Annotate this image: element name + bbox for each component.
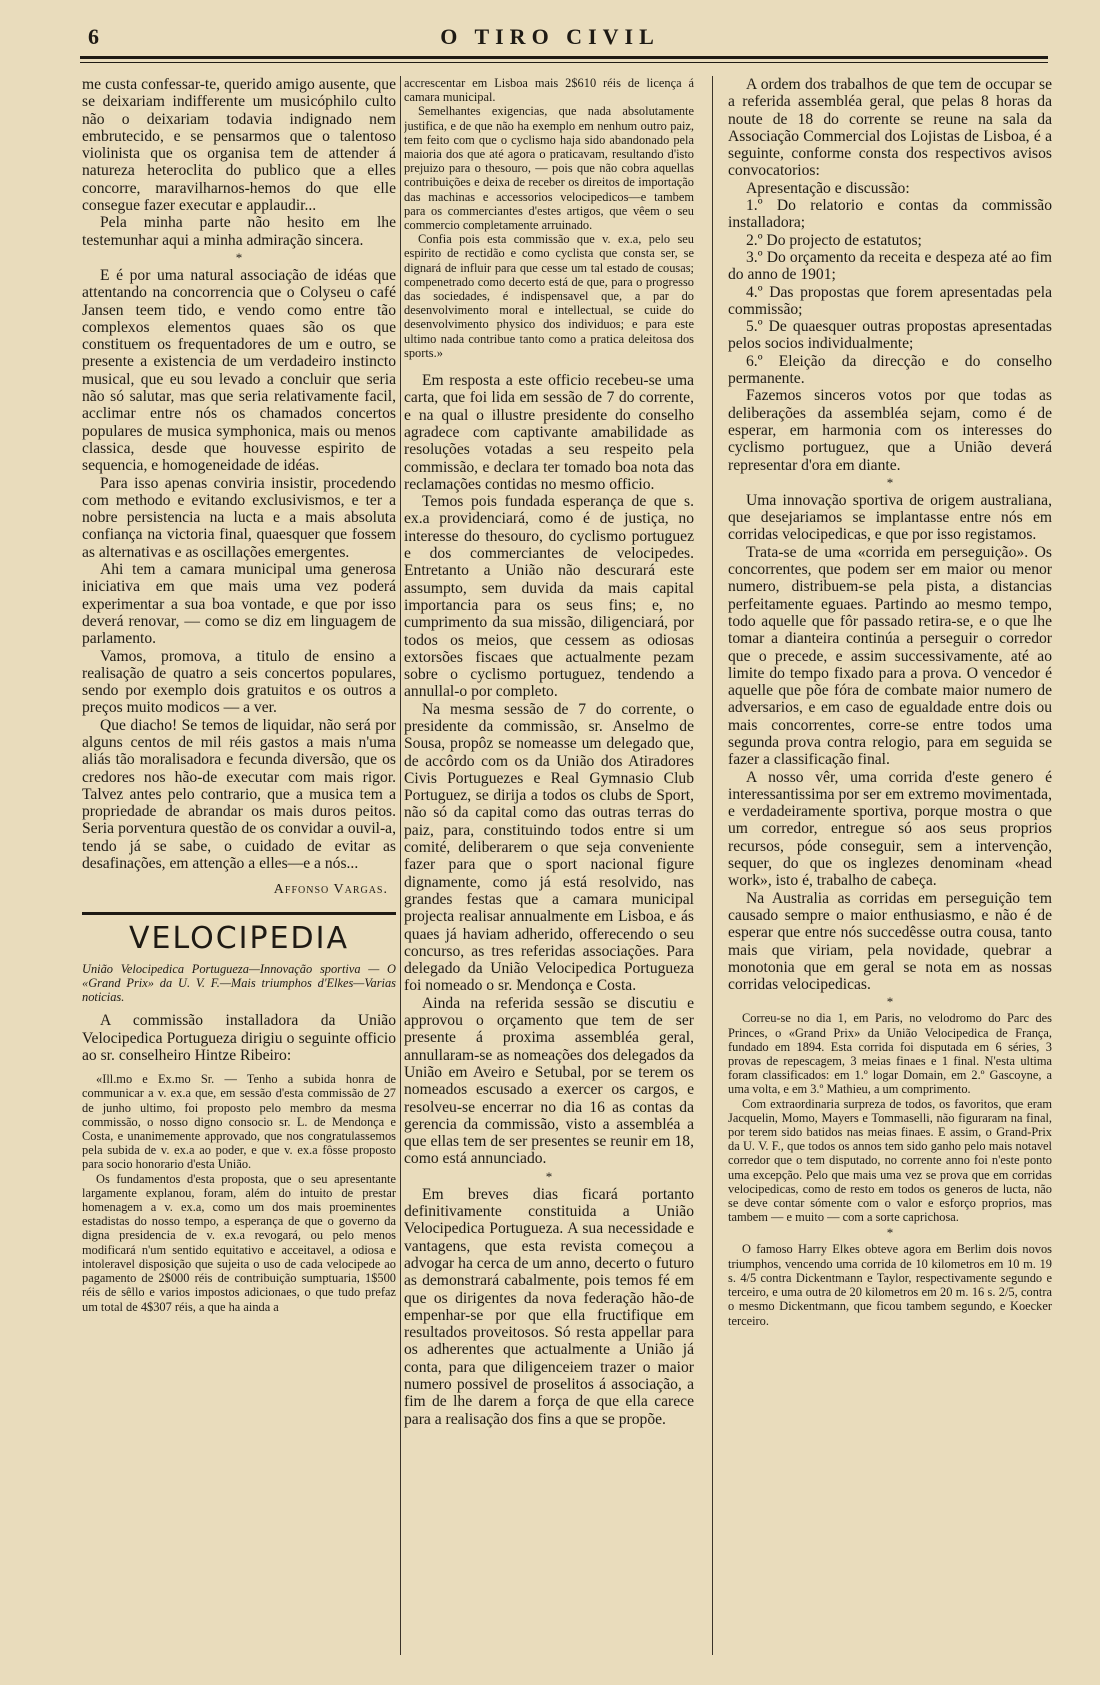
header-rule (80, 56, 1048, 59)
column-divider (400, 76, 401, 1655)
separator-asterisk: * (886, 994, 894, 1010)
masthead: O TIRO CIVIL (440, 24, 660, 49)
paragraph: A nosso vêr, uma corrida d'este genero é interessantissima por ser em extremo movimentada, e verdadeiramente sportiva, porque mostra o que um corredor, entregue só aos seus proprios recursos, póde conseguir, sem a intervenção, sequer, do que os inglezes denominam «head work», isto é, trabalho de cabeça. (728, 768, 1052, 890)
letter-paragraph: Os fundamentos d'esta proposta, que o seu apresentante largamente explanou, foram, além do intuito de prestar homenagem a v. ex.a, como um dos mais proeminentes estadistas do nosso tempo, a esperança de que o governo da digna presidencia de v. ex.a revogará, ou pelo menos modificará n'um sentido equitativo e acceitavel, a odiosa e intoleravel disposição que sujeita o uso de cada velocipede ao pagamento de 2$000 réis de contribuição sumptuaria, 1$500 réis de sêllo e varios impostos adicionaes, o que tudo prefaz um total de 4$307 réis, a que ha ainda a (82, 1171, 396, 1314)
paragraph: Fazemos sinceros votos por que todas as deliberações da assembléa sejam, como é de esperar, em harmonia com os interesses do cyclismo portuguez, que a União deverá representar d'ora em diante. (728, 387, 1052, 474)
agenda-item: 3.º Do orçamento da receita e despeza até ao fim do anno de 1901; (728, 248, 1052, 284)
paragraph: A ordem dos trabalhos de que tem de occupar se a referida assembléa geral, que pelas 8 horas da noute de 18 do corrente se reune na sala da Associação Commercial dos Lojistas de Lisboa, é a seguinte, conforme consta dos respectivos avisos convocatorios: (728, 76, 1052, 180)
paragraph: Para isso apenas conviria insistir, procedendo com methodo e evitando exclusivismos, e ter a nobre persistencia na lucta e a mais absoluta confiança na victoria final, quaesquer que fossem as alternativas e as oscillações emergentes. (82, 474, 396, 561)
agenda-item: 1.º Do relatorio e contas da commissão installadora; (728, 197, 1052, 232)
news-paragraph: O famoso Harry Elkes obteve agora em Berlim dois novos triumphos, vencendo uma corrida de 10 kilometros em 10 m. 19 s. 4/5 contra Dickentmann e Taylor, respectivamente segundo e terceiro, e uma outra de 20 kilometros em 20 m. 16 s. 2/5, contra o mesmo Dickentmann, que ficou tambem segundo, e Koecker terceiro. (728, 1242, 1052, 1328)
letter-paragraph: accrescentar em Lisboa mais 2$610 réis de licença á camara municipal. (404, 76, 694, 105)
paragraph: Trata-se de uma «corrida em perseguição». Os concorrentes, que podem ser em maior ou menor numero, distribuem-se pela pista, a distancias perfeitamente eguaes. Partindo ao mesmo tempo, todo aquelle que fôr passado retira-se, e o que lhe tomar a dianteira continúa a perseguir o corredor que o precede, e assim successivamente, até ao limite do tempo fixado para a prova. O vencedor é aquelle que põe fóra de combate maior numero de adversarios, e em caso de egualdade entre dois ou mais concorrentes, corre-se entre todos uma segunda prova contra relogio, para em seguida se fazer a classificação final. (728, 543, 1052, 769)
column-1 (82, 76, 396, 1665)
news-paragraph: Com extraordinaria surpreza de todos, os favoritos, que eram Jacquelin, Momo, Mayers e Tommaselli, não figuraram na final, por terem sido batidos nas meias finaes. E assim, o Grand-Prix da U. V. F., que todos os annos tem sido ganho pelo mais notavel corredor que o tem disputado, no corrente anno foi n'este ponto uma excepção. Pelo que mais uma vez se prova que em corridas velocipedicas, como de resto em todos os generos de lucta, não se deve contar sómente com o valor e esforço proprios, mas tambem — e muito — com a sorte caprichosa. (728, 1096, 1052, 1225)
paragraph: Na mesma sessão de 7 do corrente, o presidente da commissão, sr. Anselmo de Sousa, propôz se nomeasse um delegado que, de accôrdo com os da União dos Atiradores Civis Portuguezes e Real Gymnasio Club Portuguez, se dirija a todos os clubs de Sport, não só da capital como das outras terras do paiz, para, constituindo todos entre si um comité, deliberarem o que seja conveniente fazer para que o sport nacional figure dignamente, como já está resolvido, nas grandes festas que a camara municipal projecta realisar annualmente em Lisboa, e ás quaes já haviam adherido, offerecendo o seu concurso, as tres referidas associações. Para delegado da União Velocipedica Portugueza foi nomeado o sr. Mendonça e Costa. (404, 700, 694, 995)
section-title: VELOCIPEDIA (128, 921, 350, 957)
separator-asterisk: * (235, 249, 243, 265)
section-summary: União Velocipedica Portugueza—Innovação sportiva — O «Grand Prix» da U. V. F.—Mais triumphos d'Elkes—Varias noticias. (82, 962, 396, 1005)
paragraph: Uma innovação sportiva de origem australiana, que desejariamos se implantasse entre nós em corridas velocipedicas, e que por isso registamos. (728, 491, 1052, 544)
letter-paragraph: Semelhantes exigencias, que nada absolutamente justifica, e de que não ha exemplo em nenhum outro paiz, tem feito com que o cyclismo haja sido abandonado pela maioria dos que até agora o praticavam, resultando d'isto prejuizo para o thesouro, — pois que não cobra aquellas contribuições e deixa de receber os direitos de importação das machinas e accessorios velocipedicos—e tambem para os commerciantes d'estes artigos, que vêem o seu commercio completamente arruinado. (404, 104, 694, 233)
paragraph: Em breves dias ficará portanto definitivamente constituida a União Velocipedica Portugueza. A sua necessidade e vantagens, que esta revista começou a advogar ha cerca de um anno, decerto o futuro as demonstrará cabalmente, pois temos fé em que os dirigentes da nova federação hão-de empenhar-se por que ella fructifique em resultados proveitosos. Só resta appellar para os adherentes que actualmente a União já conta, para que diligenceiem trazer o maior numero possivel de proselitos á associação, a fim de lhe darem a força de que ella carece para a realisação dos fins a que se propõe. (404, 1185, 694, 1428)
section-rule (82, 912, 396, 915)
paragraph: Temos pois fundada esperança de que s. ex.a providenciará, como é de justiça, no interesse do thesouro, do cyclismo portuguez e dos commerciantes de velocipedes. Entretanto a União não descurará este assumpto, sem duvida da mais capital importancia para os seus fins; e, no cumprimento da sua missão, diligenciará, por todos os meios, que cessem as odiosas extorsões fiscaes que actualmente pezam sobre o cyclismo portuguez, tendendo a annullal-o por completo. (404, 493, 694, 701)
separator-asterisk: * (545, 1168, 553, 1184)
agenda-item: 2.º Do projecto de estatutos; (746, 231, 922, 249)
paragraph: A commissão installadora da União Velocipedica Portugueza dirigiu o seguinte officio ao sr. conselheiro Hintze Ribeiro: (82, 1012, 396, 1064)
separator-asterisk: * (886, 1225, 894, 1241)
paragraph: Na Australia as corridas em perseguição tem causado sempre o maior enthusiasmo, e não é de esperar que entre nós succedêsse outra cousa, tanto mais que viriam, pela novidade, quebrar a monotonia que em geral se nota em as nossas corridas velocipedicas. (728, 889, 1052, 994)
paragraph: Ainda na referida sessão se discutiu e approvou o orçamento que tem de ser presente á proxima assembléa geral, annullaram-se as nomeações dos delegados da União em Aveiro e Setubal, por se terem os nomeados escusado a exercer os cargos, e resolveu-se encerrar no dia 16 as contas da gerencia da commissão, visto a assembléa a que ellas tem de ser presentes se reunir em 18, como está annunciado. (404, 994, 694, 1168)
column-2 (404, 76, 694, 1665)
paragraph: Vamos, promova, a titulo de ensino a realisação de quatro a seis concertos populares, sendo por exemplo dois gratuitos e os outros a preços muito modicos — a ver. (82, 647, 396, 717)
paragraph: me custa confessar-te, querido amigo ausente, que se deixariam indifferente um musicóphilo culto não o deixariam todavia indignado nem embrutecido, e se pensarmos que o talentoso violinista que os organisa tem de attender á natureza heteroclita do publico que a elles concorre, maravilharnos-hemos do que elle consegue fazer executar e applaudir... (82, 76, 396, 215)
column-3 (728, 76, 1052, 1665)
separator-asterisk: * (886, 474, 894, 490)
page-number: 6 (88, 24, 99, 49)
paragraph: Que diacho! Se temos de liquidar, não será por alguns centos de mil réis gastos a mais n'uma aliás tão moralisadora e fecunda diversão, que os credores nos hão-de executar com mais rigor. Talvez antes pelo contrario, que a musica tem a propriedade de abrandar os mais duros peitos. Seria porventura questão de os convidar a ouvil-a, tendo já se sabe, o cuidado de evitar as desafinações, em attenção a elles—e a nós... (82, 716, 396, 873)
agenda-item: 6.º Eleição da direcção e do conselho permanente. (728, 352, 1052, 388)
column-divider (712, 76, 713, 1655)
paragraph: Apresentação e discussão: (746, 179, 910, 197)
letter-paragraph: Confia pois esta commissão que v. ex.a, pelo seu espirito de rectidão e como cyclista que consta ser, se dignará de influir para que cesse um tal estado de cousas; compenetrado como decerto está de que, para o progresso das sociedades, é indispensavel que, a par do desenvolvimento moral e intellectual, se cuide do desenvolvimento physico dos individuos; e para este ultimo nada contribue tanto como a pratica deleitosa dos sports.» (404, 232, 694, 360)
news-paragraph: Correu-se no dia 1, em Paris, no velodromo do Parc des Princes, o «Grand Prix» da União Velocipedica de França, fundado em 1894. Esta corrida foi disputada em 6 séries, 3 provas de repescagem, 3 meias finaes e 1 final. N'esta ultima foram classificados: em 1.º logar Domain, em 2.º Gascoyne, a uma volta, e em 3.º Mathieu, a um comprimento. (728, 1011, 1052, 1097)
paragraph: E é por uma natural associação de idéas que attentando na concorrencia que o Colyseu o café Jansen teem tido, e vendo como entre tão complexos elementos quaes são os que constituem os frequentadores de um e outro, se presente a existencia de um verdadeiro instincto musical, que eu sou levado a concluir que seria não só salutar, mas que seria relativamente facil, acclimar entre nós os chamados concertos populares de musica symphonica, mais ou menos classica, desde que houvesse espirito de sequencia, e homogeneidade de idéas. (82, 266, 396, 475)
paragraph: Ahi tem a camara municipal uma generosa iniciativa em que mais uma vez poderá experimentar a sua boa vontade, e que por isso deverá renovar, — como se diz em linguagem de parlamento. (82, 561, 396, 648)
agenda-item: 4.º Das propostas que forem apresentadas pela commissão; (728, 283, 1052, 318)
letter-paragraph: «Ill.mo e Ex.mo Sr. — Tenho a subida honra de communicar a v. ex.a que, em sessão d'esta commissão de 27 de junho ultimo, foi proposto pelo membro da mesma commissão, o nosso digno consocio sr. L. de Mendonça e Costa, e unanimemente approvado, que nos congratulassemos pela subida de v. ex.a ao poder, e que v. ex.a fôsse proposto para socio honorario d'esta União. (82, 1072, 396, 1172)
signature: Affonso Vargas. (273, 882, 388, 898)
header-rule-thin (80, 62, 1048, 63)
paragraph: Em resposta a este officio recebeu-se uma carta, que foi lida em sessão de 7 do corrente, e na qual o illustre presidente do conselho agradece com captivante amabilidade as resoluções votadas a seu respeito pela commissão, e declara ter tomado boa nota das reclamações contidas no mesmo officio. (404, 372, 694, 493)
agenda-item: 5.º De quaesquer outras propostas apresentadas pelos socios individualmente; (728, 318, 1052, 353)
paragraph: Pela minha parte não hesito em lhe testemunhar aqui a minha admiração sincera. (82, 214, 396, 249)
